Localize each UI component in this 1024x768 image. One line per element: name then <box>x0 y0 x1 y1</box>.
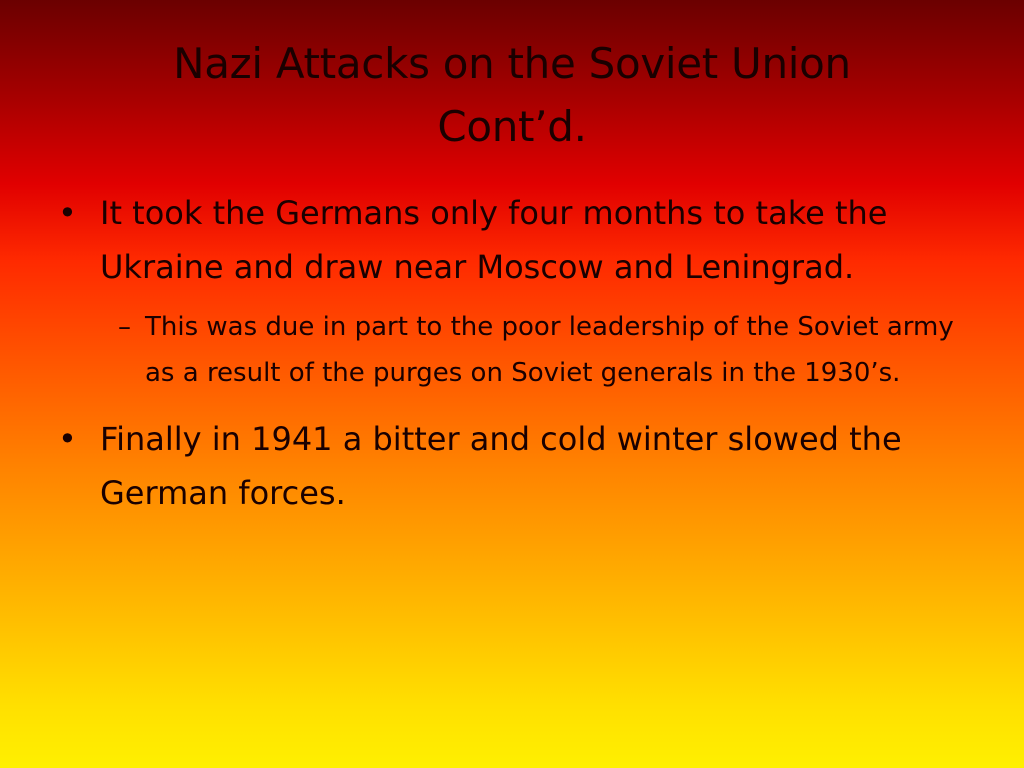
bullet-item <box>58 186 978 294</box>
dash-marker: – <box>118 312 131 342</box>
title-line-1: Nazi Attacks on the Soviet Union <box>173 39 851 88</box>
sub-bullet-text: This was due in part to the poor leadership of the Soviet army as a result of the purges on Soviet generals in the 1930’s. <box>145 312 954 388</box>
bullet-text: Finally in 1941 a bitter and cold winter slowed the German forces. <box>100 420 902 512</box>
slide-body <box>58 186 978 536</box>
bullet-item <box>58 412 978 520</box>
bullet-marker: • <box>58 194 77 232</box>
title-line-2: Cont’d. <box>437 102 587 151</box>
slide-title <box>62 32 962 158</box>
bullet-text: It took the Germans only four months to take the Ukraine and draw near Moscow and Leningrad. <box>100 194 888 286</box>
bullet-marker: • <box>58 420 77 458</box>
sub-bullet-item <box>58 304 978 396</box>
